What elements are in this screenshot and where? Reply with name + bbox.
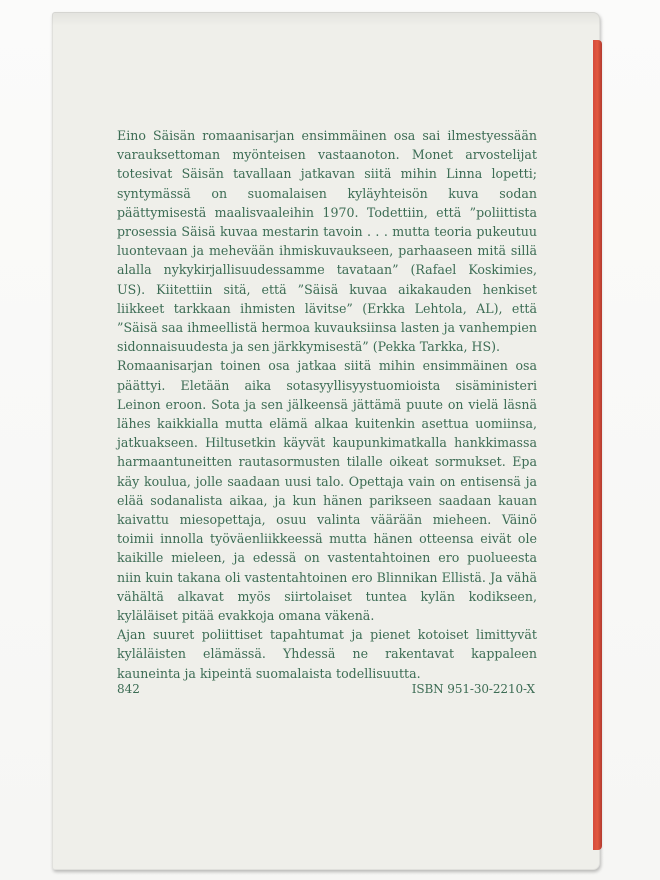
publisher-code: 842: [117, 682, 140, 696]
blurb-paragraph-summary: Ajan suuret poliittiset tapahtumat ja pienet kotoiset limittyvät kyläläisten elämässä. Yhdessä ne rakentavat kappaleen kauneinta ja kipeintä suomalaista todellisuutta.: [117, 627, 537, 681]
blurb-paragraph-plot: Romaanisarjan toinen osa jatkaa siitä mihin ensimmäinen osa päättyi. Eletään aika sotasyyllisyystuomioista sisäministeri Leinon eroon. Sota ja sen jälkeensä jättämä puute on vielä läsnä lähes kaikkialla mutta elämä alkaa kuitenkin asettua uomiinsa, jatkuakseen. Hiltusetkin käyvät kaupunkimatkalla hankkimassa harmaantuneitten rautasormusten tilalle oikeat sormukset. Epa käy koulua, jolle saadaan uusi talo. Opettaja vain on entisensä ja elää sodanalista aikaa, ja kun hänen parikseen saadaan kauan kaivattu miesopettaja, osuu valinta väärään mieheen. Väinö toimii innolla työväenliikkeessä mutta hänen otteensa eivät ole kaikille mieleen, ja edessä on vastentahtoinen ero puolueesta niin kuin takana oli vastentahtoinen ero Blinnikan Ellistä. Ja vähä vähältä alkavat myös siirtolaiset tuntea kylän kodikseen, kyläläiset pitää evakkoja omana väkenä.: [117, 358, 537, 624]
cover-top-shade: [52, 12, 600, 26]
red-page-edge: [593, 40, 602, 850]
blurb-paragraph-reviews: Eino Säisän romaanisarjan ensimmäinen osa sai ilmestyessään varauksettoman myönteisen vastaanoton. Monet arvostelijat totesivat Säisän tavallaan jatkavan siitä mihin Linna lopetti; syntymässä on suomalaisen kyläyhteisön kuva sodan päättymisestä maalisvaaleihin 1970. Todettiin, että ”poliittista prosessia Säisä kuvaa mestarin tavoin . . . mutta teoria pukeutuu luontevaan ja mehevään ihmiskuvaukseen, parhaaseen mitä sillä alalla nykykirjallisuudessamme tavataan” (Rafael Koskimies, US). Kiitettiin sitä, että ”Säisä kuvaa aikakauden henkiset liikkeet tarkkaan ihmisten lävitse” (Erkka Lehtola, AL), että ”Säisä saa ihmeellistä hermoa kuvauksiinsa lasten ja vanhempien sidonnaisuudesta ja sen järkkymisestä” (Pekka Tarkka, HS).: [117, 128, 537, 355]
blurb-text: [117, 126, 537, 683]
isbn-label: ISBN 951-30-2210-X: [411, 682, 535, 696]
